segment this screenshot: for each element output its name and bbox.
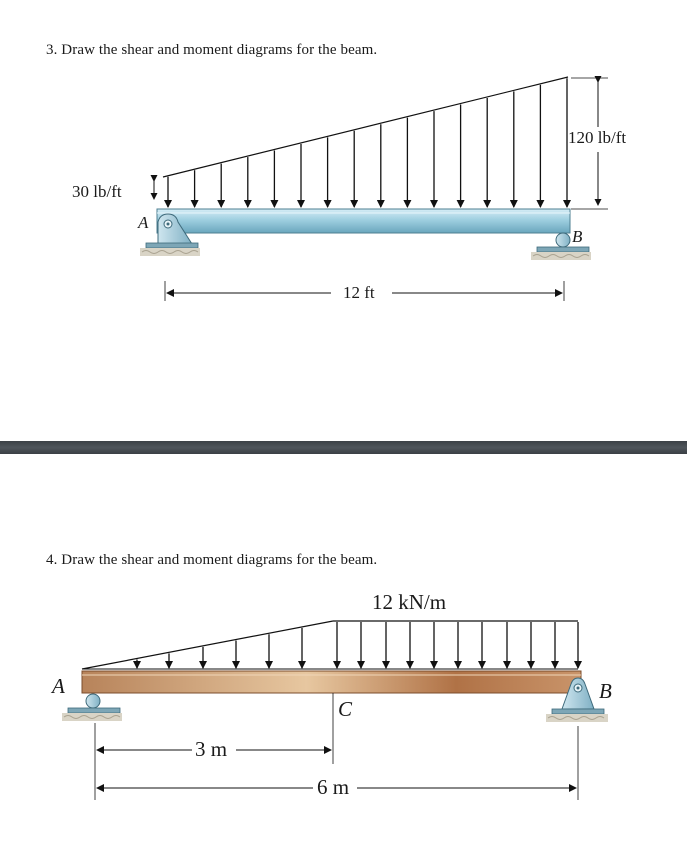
load-label: 12 kN/m bbox=[372, 590, 447, 614]
dim-ac-label: 3 m bbox=[195, 737, 228, 761]
load-label-right: 120 lb/ft bbox=[568, 128, 627, 147]
beam bbox=[82, 671, 581, 693]
support-a-label: A bbox=[138, 213, 149, 232]
problem-3-title: 3. Draw the shear and moment diagrams for the beam. bbox=[46, 42, 378, 58]
support-a-label: A bbox=[52, 674, 65, 698]
support-b-label: B bbox=[572, 227, 583, 246]
load-envelope bbox=[163, 77, 568, 177]
load-label-left: 30 lb/ft bbox=[72, 182, 122, 201]
section-divider bbox=[0, 441, 687, 454]
roller-support-a bbox=[62, 694, 122, 721]
distributed-load-arrows bbox=[168, 78, 567, 207]
point-c-label: C bbox=[338, 697, 353, 721]
span-label: 12 ft bbox=[343, 283, 375, 302]
load-envelope bbox=[82, 621, 333, 669]
distributed-load-arrows bbox=[137, 622, 578, 668]
dim-ab-label: 6 m bbox=[317, 775, 350, 799]
support-b-label: B bbox=[599, 679, 612, 703]
problem-4-title: 4. Draw the shear and moment diagrams for the beam. bbox=[46, 552, 378, 568]
